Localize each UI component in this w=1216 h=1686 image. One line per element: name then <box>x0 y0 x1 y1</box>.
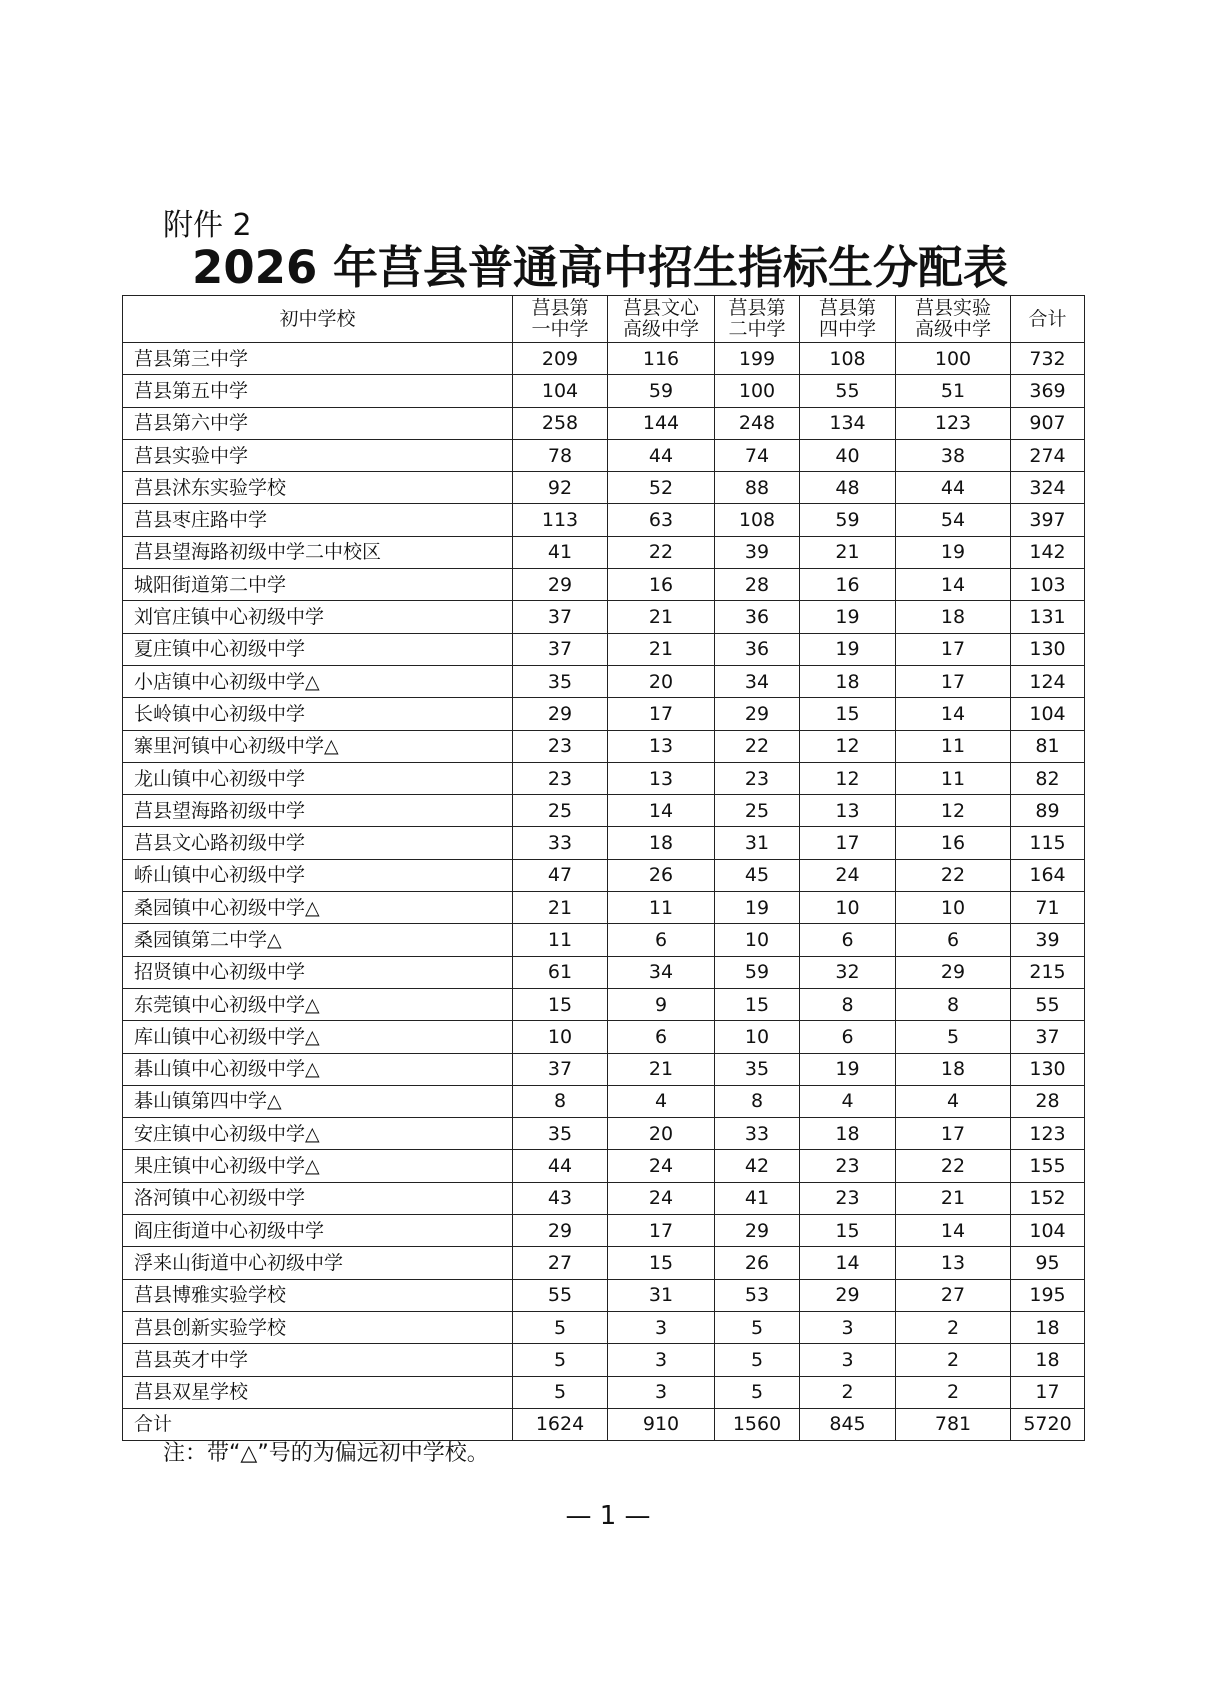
table-row <box>123 1085 1085 1117</box>
header-col3-line1: 莒县第 <box>728 297 786 319</box>
table-row <box>123 795 1085 827</box>
school-name-cell: 莒县创新实验学校 <box>123 1311 513 1343</box>
quota-cell: 10 <box>513 1021 608 1053</box>
quota-cell: 11 <box>896 762 1011 794</box>
table-row <box>123 601 1085 633</box>
quota-cell: 52 <box>608 472 715 504</box>
quota-cell: 23 <box>513 730 608 762</box>
quota-cell: 59 <box>715 956 800 988</box>
quota-cell: 8 <box>800 988 896 1020</box>
quota-cell: 6 <box>800 1021 896 1053</box>
quota-cell: 12 <box>800 762 896 794</box>
quota-cell: 209 <box>513 343 608 375</box>
school-name-cell: 阎庄街道中心初级中学 <box>123 1215 513 1247</box>
quota-cell: 5 <box>715 1376 800 1408</box>
quota-cell: 37 <box>513 633 608 665</box>
quota-cell: 55 <box>800 375 896 407</box>
row-total-cell: 369 <box>1011 375 1085 407</box>
school-name-cell: 莒县第五中学 <box>123 375 513 407</box>
quota-cell: 26 <box>608 859 715 891</box>
quota-cell: 33 <box>715 1118 800 1150</box>
quota-cell: 44 <box>896 472 1011 504</box>
quota-cell: 845 <box>800 1408 896 1440</box>
row-total-cell: 103 <box>1011 569 1085 601</box>
quota-cell: 6 <box>608 1021 715 1053</box>
table-row <box>123 472 1085 504</box>
quota-cell: 5 <box>715 1344 800 1376</box>
quota-cell: 59 <box>608 375 715 407</box>
row-total-cell: 152 <box>1011 1182 1085 1214</box>
quota-cell: 14 <box>896 1215 1011 1247</box>
row-total-cell: 95 <box>1011 1247 1085 1279</box>
quota-cell: 22 <box>608 536 715 568</box>
quota-cell: 24 <box>608 1150 715 1182</box>
quota-cell: 13 <box>800 795 896 827</box>
quota-cell: 37 <box>513 601 608 633</box>
table-row <box>123 504 1085 536</box>
quota-cell: 22 <box>896 859 1011 891</box>
quota-cell: 13 <box>896 1247 1011 1279</box>
quota-cell: 3 <box>608 1344 715 1376</box>
row-total-cell: 104 <box>1011 698 1085 730</box>
header-col1-line2: 一中学 <box>531 318 589 340</box>
table-row <box>123 762 1085 794</box>
header-col4-line2: 四中学 <box>818 318 876 340</box>
school-name-cell: 莒县望海路初级中学 <box>123 795 513 827</box>
quota-cell: 8 <box>896 988 1011 1020</box>
quota-cell: 144 <box>608 407 715 439</box>
quota-cell: 27 <box>896 1279 1011 1311</box>
quota-cell: 17 <box>896 633 1011 665</box>
quota-cell: 92 <box>513 472 608 504</box>
quota-cell: 44 <box>513 1150 608 1182</box>
row-total-cell: 28 <box>1011 1085 1085 1117</box>
table-row <box>123 1182 1085 1214</box>
header-school: 初中学校 <box>123 296 513 343</box>
quota-cell: 44 <box>608 439 715 471</box>
row-total-cell: 71 <box>1011 892 1085 924</box>
quota-cell: 74 <box>715 439 800 471</box>
quota-cell: 35 <box>513 665 608 697</box>
table-total-row <box>123 1408 1085 1440</box>
school-name-cell: 莒县双星学校 <box>123 1376 513 1408</box>
quota-cell: 26 <box>715 1247 800 1279</box>
row-total-cell: 82 <box>1011 762 1085 794</box>
quota-cell: 36 <box>715 633 800 665</box>
header-col1-line1: 莒县第 <box>531 297 589 319</box>
table-row <box>123 407 1085 439</box>
quota-cell: 19 <box>896 536 1011 568</box>
row-total-cell: 123 <box>1011 1118 1085 1150</box>
quota-cell: 59 <box>800 504 896 536</box>
quota-cell: 53 <box>715 1279 800 1311</box>
quota-cell: 37 <box>513 1053 608 1085</box>
header-col4-line1: 莒县第 <box>818 297 876 319</box>
quota-cell: 41 <box>715 1182 800 1214</box>
quota-cell: 4 <box>608 1085 715 1117</box>
header-col3 <box>715 296 800 343</box>
quota-cell: 781 <box>896 1408 1011 1440</box>
quota-cell: 108 <box>800 343 896 375</box>
quota-cell: 17 <box>896 1118 1011 1150</box>
school-name-cell: 碁山镇中心初级中学△ <box>123 1053 513 1085</box>
quota-cell: 48 <box>800 472 896 504</box>
quota-cell: 20 <box>608 665 715 697</box>
header-total: 合计 <box>1011 296 1085 343</box>
quota-cell: 199 <box>715 343 800 375</box>
quota-cell: 23 <box>513 762 608 794</box>
quota-cell: 28 <box>715 569 800 601</box>
school-name-cell: 莒县英才中学 <box>123 1344 513 1376</box>
row-total-cell: 142 <box>1011 536 1085 568</box>
table-row <box>123 1376 1085 1408</box>
quota-cell: 29 <box>715 1215 800 1247</box>
school-name-cell: 小店镇中心初级中学△ <box>123 665 513 697</box>
quota-cell: 15 <box>800 698 896 730</box>
table-header-row <box>123 296 1085 343</box>
quota-cell: 123 <box>896 407 1011 439</box>
quota-cell: 43 <box>513 1182 608 1214</box>
quota-cell: 1624 <box>513 1408 608 1440</box>
quota-cell: 9 <box>608 988 715 1020</box>
quota-cell: 29 <box>513 569 608 601</box>
quota-cell: 55 <box>513 1279 608 1311</box>
table-row <box>123 827 1085 859</box>
school-name-cell: 龙山镇中心初级中学 <box>123 762 513 794</box>
quota-cell: 5 <box>896 1021 1011 1053</box>
document-title: 2026 年莒县普通高中招生指标生分配表 <box>192 241 1008 294</box>
quota-cell: 258 <box>513 407 608 439</box>
quota-cell: 17 <box>896 665 1011 697</box>
quota-cell: 5 <box>513 1376 608 1408</box>
quota-cell: 12 <box>800 730 896 762</box>
header-col2 <box>608 296 715 343</box>
quota-cell: 32 <box>800 956 896 988</box>
table-row <box>123 1150 1085 1182</box>
school-name-cell: 招贤镇中心初级中学 <box>123 956 513 988</box>
header-col5-line1: 莒县实验 <box>914 297 991 319</box>
row-total-cell: 37 <box>1011 1021 1085 1053</box>
quota-cell: 19 <box>800 1053 896 1085</box>
quota-cell: 3 <box>800 1311 896 1343</box>
quota-cell: 29 <box>513 1215 608 1247</box>
school-name-cell: 长岭镇中心初级中学 <box>123 698 513 730</box>
quota-cell: 2 <box>896 1344 1011 1376</box>
quota-cell: 2 <box>896 1311 1011 1343</box>
quota-cell: 31 <box>608 1279 715 1311</box>
quota-cell: 248 <box>715 407 800 439</box>
row-total-cell: 324 <box>1011 472 1085 504</box>
school-name-cell: 刘官庄镇中心初级中学 <box>123 601 513 633</box>
row-total-cell: 124 <box>1011 665 1085 697</box>
quota-cell: 23 <box>800 1150 896 1182</box>
header-col5 <box>896 296 1011 343</box>
quota-cell: 18 <box>800 665 896 697</box>
total-label-cell: 合计 <box>123 1408 513 1440</box>
quota-cell: 42 <box>715 1150 800 1182</box>
quota-cell: 18 <box>896 601 1011 633</box>
school-name-cell: 安庄镇中心初级中学△ <box>123 1118 513 1150</box>
quota-cell: 41 <box>513 536 608 568</box>
quota-cell: 39 <box>715 536 800 568</box>
footnote: 注：带“△”号的为偏远初中学校。 <box>163 1441 489 1466</box>
quota-cell: 13 <box>608 730 715 762</box>
quota-cell: 5 <box>715 1311 800 1343</box>
table-row <box>123 1344 1085 1376</box>
quota-cell: 6 <box>800 924 896 956</box>
quota-cell: 108 <box>715 504 800 536</box>
school-name-cell: 库山镇中心初级中学△ <box>123 1021 513 1053</box>
table-row <box>123 665 1085 697</box>
quota-cell: 6 <box>896 924 1011 956</box>
quota-cell: 6 <box>608 924 715 956</box>
row-total-cell: 274 <box>1011 439 1085 471</box>
quota-cell: 21 <box>608 633 715 665</box>
row-total-cell: 215 <box>1011 956 1085 988</box>
school-name-cell: 莒县文心路初级中学 <box>123 827 513 859</box>
quota-cell: 14 <box>608 795 715 827</box>
page-number: — 1 — <box>565 1501 651 1531</box>
quota-cell: 38 <box>896 439 1011 471</box>
quota-cell: 61 <box>513 956 608 988</box>
quota-cell: 10 <box>896 892 1011 924</box>
quota-cell: 100 <box>715 375 800 407</box>
quota-cell: 16 <box>896 827 1011 859</box>
quota-cell: 40 <box>800 439 896 471</box>
quota-cell: 3 <box>608 1311 715 1343</box>
row-total-cell: 17 <box>1011 1376 1085 1408</box>
school-name-cell: 桑园镇中心初级中学△ <box>123 892 513 924</box>
quota-cell: 16 <box>800 569 896 601</box>
quota-cell: 2 <box>800 1376 896 1408</box>
row-total-cell: 39 <box>1011 924 1085 956</box>
quota-cell: 5 <box>513 1311 608 1343</box>
quota-cell: 16 <box>608 569 715 601</box>
school-name-cell: 碁山镇第四中学△ <box>123 1085 513 1117</box>
quota-cell: 21 <box>608 601 715 633</box>
quota-cell: 3 <box>608 1376 715 1408</box>
quota-cell: 910 <box>608 1408 715 1440</box>
table-row <box>123 1118 1085 1150</box>
quota-cell: 14 <box>896 698 1011 730</box>
table-row <box>123 1311 1085 1343</box>
quota-cell: 27 <box>513 1247 608 1279</box>
quota-cell: 8 <box>715 1085 800 1117</box>
table-row <box>123 988 1085 1020</box>
quota-cell: 8 <box>513 1085 608 1117</box>
quota-cell: 31 <box>715 827 800 859</box>
school-name-cell: 莒县沭东实验学校 <box>123 472 513 504</box>
school-name-cell: 果庄镇中心初级中学△ <box>123 1150 513 1182</box>
quota-cell: 23 <box>715 762 800 794</box>
header-col2-line1: 莒县文心 <box>622 297 699 319</box>
table-row <box>123 375 1085 407</box>
quota-cell: 15 <box>513 988 608 1020</box>
table-row <box>123 633 1085 665</box>
row-total-cell: 732 <box>1011 343 1085 375</box>
table-row <box>123 536 1085 568</box>
quota-cell: 29 <box>513 698 608 730</box>
quota-cell: 36 <box>715 601 800 633</box>
quota-cell: 25 <box>513 795 608 827</box>
school-name-cell: 莒县博雅实验学校 <box>123 1279 513 1311</box>
quota-cell: 10 <box>715 924 800 956</box>
quota-cell: 54 <box>896 504 1011 536</box>
quota-cell: 113 <box>513 504 608 536</box>
quota-cell: 100 <box>896 343 1011 375</box>
quota-cell: 4 <box>896 1085 1011 1117</box>
quota-cell: 14 <box>800 1247 896 1279</box>
table-row <box>123 1021 1085 1053</box>
quota-cell: 21 <box>896 1182 1011 1214</box>
quota-cell: 51 <box>896 375 1011 407</box>
quota-cell: 63 <box>608 504 715 536</box>
row-total-cell: 131 <box>1011 601 1085 633</box>
header-col2-line2: 高级中学 <box>622 318 699 340</box>
quota-cell: 11 <box>513 924 608 956</box>
allocation-table <box>122 295 1085 1441</box>
quota-cell: 17 <box>608 1215 715 1247</box>
school-name-cell: 莒县实验中学 <box>123 439 513 471</box>
quota-cell: 17 <box>800 827 896 859</box>
school-name-cell: 莒县望海路初级中学二中校区 <box>123 536 513 568</box>
header-col1 <box>513 296 608 343</box>
quota-cell: 19 <box>800 601 896 633</box>
row-total-cell: 5720 <box>1011 1408 1085 1440</box>
quota-cell: 10 <box>800 892 896 924</box>
quota-cell: 47 <box>513 859 608 891</box>
row-total-cell: 907 <box>1011 407 1085 439</box>
school-name-cell: 寨里河镇中心初级中学△ <box>123 730 513 762</box>
table-body <box>123 343 1085 1441</box>
quota-cell: 14 <box>896 569 1011 601</box>
table-row <box>123 569 1085 601</box>
quota-cell: 5 <box>513 1344 608 1376</box>
school-name-cell: 桑园镇第二中学△ <box>123 924 513 956</box>
quota-cell: 18 <box>800 1118 896 1150</box>
school-name-cell: 莒县第六中学 <box>123 407 513 439</box>
table-row <box>123 859 1085 891</box>
quota-cell: 45 <box>715 859 800 891</box>
quota-cell: 18 <box>896 1053 1011 1085</box>
quota-cell: 35 <box>715 1053 800 1085</box>
row-total-cell: 164 <box>1011 859 1085 891</box>
school-name-cell: 城阳街道第二中学 <box>123 569 513 601</box>
quota-cell: 24 <box>800 859 896 891</box>
quota-cell: 21 <box>513 892 608 924</box>
quota-cell: 25 <box>715 795 800 827</box>
row-total-cell: 195 <box>1011 1279 1085 1311</box>
quota-cell: 3 <box>800 1344 896 1376</box>
quota-cell: 23 <box>800 1182 896 1214</box>
table-row <box>123 730 1085 762</box>
table-row <box>123 1247 1085 1279</box>
table-row <box>123 956 1085 988</box>
school-name-cell: 洛河镇中心初级中学 <box>123 1182 513 1214</box>
quota-cell: 1560 <box>715 1408 800 1440</box>
row-total-cell: 18 <box>1011 1344 1085 1376</box>
quota-cell: 29 <box>896 956 1011 988</box>
quota-cell: 18 <box>608 827 715 859</box>
row-total-cell: 130 <box>1011 1053 1085 1085</box>
table-row <box>123 698 1085 730</box>
quota-cell: 13 <box>608 762 715 794</box>
school-name-cell: 莒县第三中学 <box>123 343 513 375</box>
quota-cell: 34 <box>715 665 800 697</box>
quota-cell: 24 <box>608 1182 715 1214</box>
row-total-cell: 18 <box>1011 1311 1085 1343</box>
quota-cell: 78 <box>513 439 608 471</box>
table-row <box>123 1053 1085 1085</box>
table-row <box>123 892 1085 924</box>
table-row <box>123 924 1085 956</box>
school-name-cell: 浮来山街道中心初级中学 <box>123 1247 513 1279</box>
quota-cell: 4 <box>800 1085 896 1117</box>
quota-cell: 19 <box>715 892 800 924</box>
quota-cell: 22 <box>715 730 800 762</box>
quota-cell: 11 <box>896 730 1011 762</box>
row-total-cell: 81 <box>1011 730 1085 762</box>
quota-cell: 15 <box>608 1247 715 1279</box>
row-total-cell: 55 <box>1011 988 1085 1020</box>
row-total-cell: 89 <box>1011 795 1085 827</box>
school-name-cell: 莒县枣庄路中学 <box>123 504 513 536</box>
attachment-label: 附件 2 <box>163 208 252 243</box>
quota-cell: 15 <box>715 988 800 1020</box>
quota-cell: 17 <box>608 698 715 730</box>
quota-cell: 12 <box>896 795 1011 827</box>
quota-cell: 21 <box>800 536 896 568</box>
row-total-cell: 397 <box>1011 504 1085 536</box>
quota-cell: 116 <box>608 343 715 375</box>
table-row <box>123 1215 1085 1247</box>
table-row <box>123 439 1085 471</box>
quota-cell: 11 <box>608 892 715 924</box>
quota-cell: 35 <box>513 1118 608 1150</box>
header-col4 <box>800 296 896 343</box>
table-row <box>123 343 1085 375</box>
quota-cell: 19 <box>800 633 896 665</box>
quota-cell: 10 <box>715 1021 800 1053</box>
quota-cell: 29 <box>715 698 800 730</box>
school-name-cell: 夏庄镇中心初级中学 <box>123 633 513 665</box>
quota-cell: 20 <box>608 1118 715 1150</box>
quota-cell: 34 <box>608 956 715 988</box>
row-total-cell: 130 <box>1011 633 1085 665</box>
row-total-cell: 155 <box>1011 1150 1085 1182</box>
school-name-cell: 峤山镇中心初级中学 <box>123 859 513 891</box>
row-total-cell: 115 <box>1011 827 1085 859</box>
row-total-cell: 104 <box>1011 1215 1085 1247</box>
quota-cell: 88 <box>715 472 800 504</box>
quota-cell: 134 <box>800 407 896 439</box>
quota-cell: 21 <box>608 1053 715 1085</box>
school-name-cell: 东莞镇中心初级中学△ <box>123 988 513 1020</box>
quota-cell: 104 <box>513 375 608 407</box>
header-col5-line2: 高级中学 <box>914 318 991 340</box>
quota-cell: 15 <box>800 1215 896 1247</box>
quota-cell: 2 <box>896 1376 1011 1408</box>
header-col3-line2: 二中学 <box>728 318 786 340</box>
quota-cell: 29 <box>800 1279 896 1311</box>
quota-cell: 22 <box>896 1150 1011 1182</box>
table-row <box>123 1279 1085 1311</box>
quota-cell: 33 <box>513 827 608 859</box>
